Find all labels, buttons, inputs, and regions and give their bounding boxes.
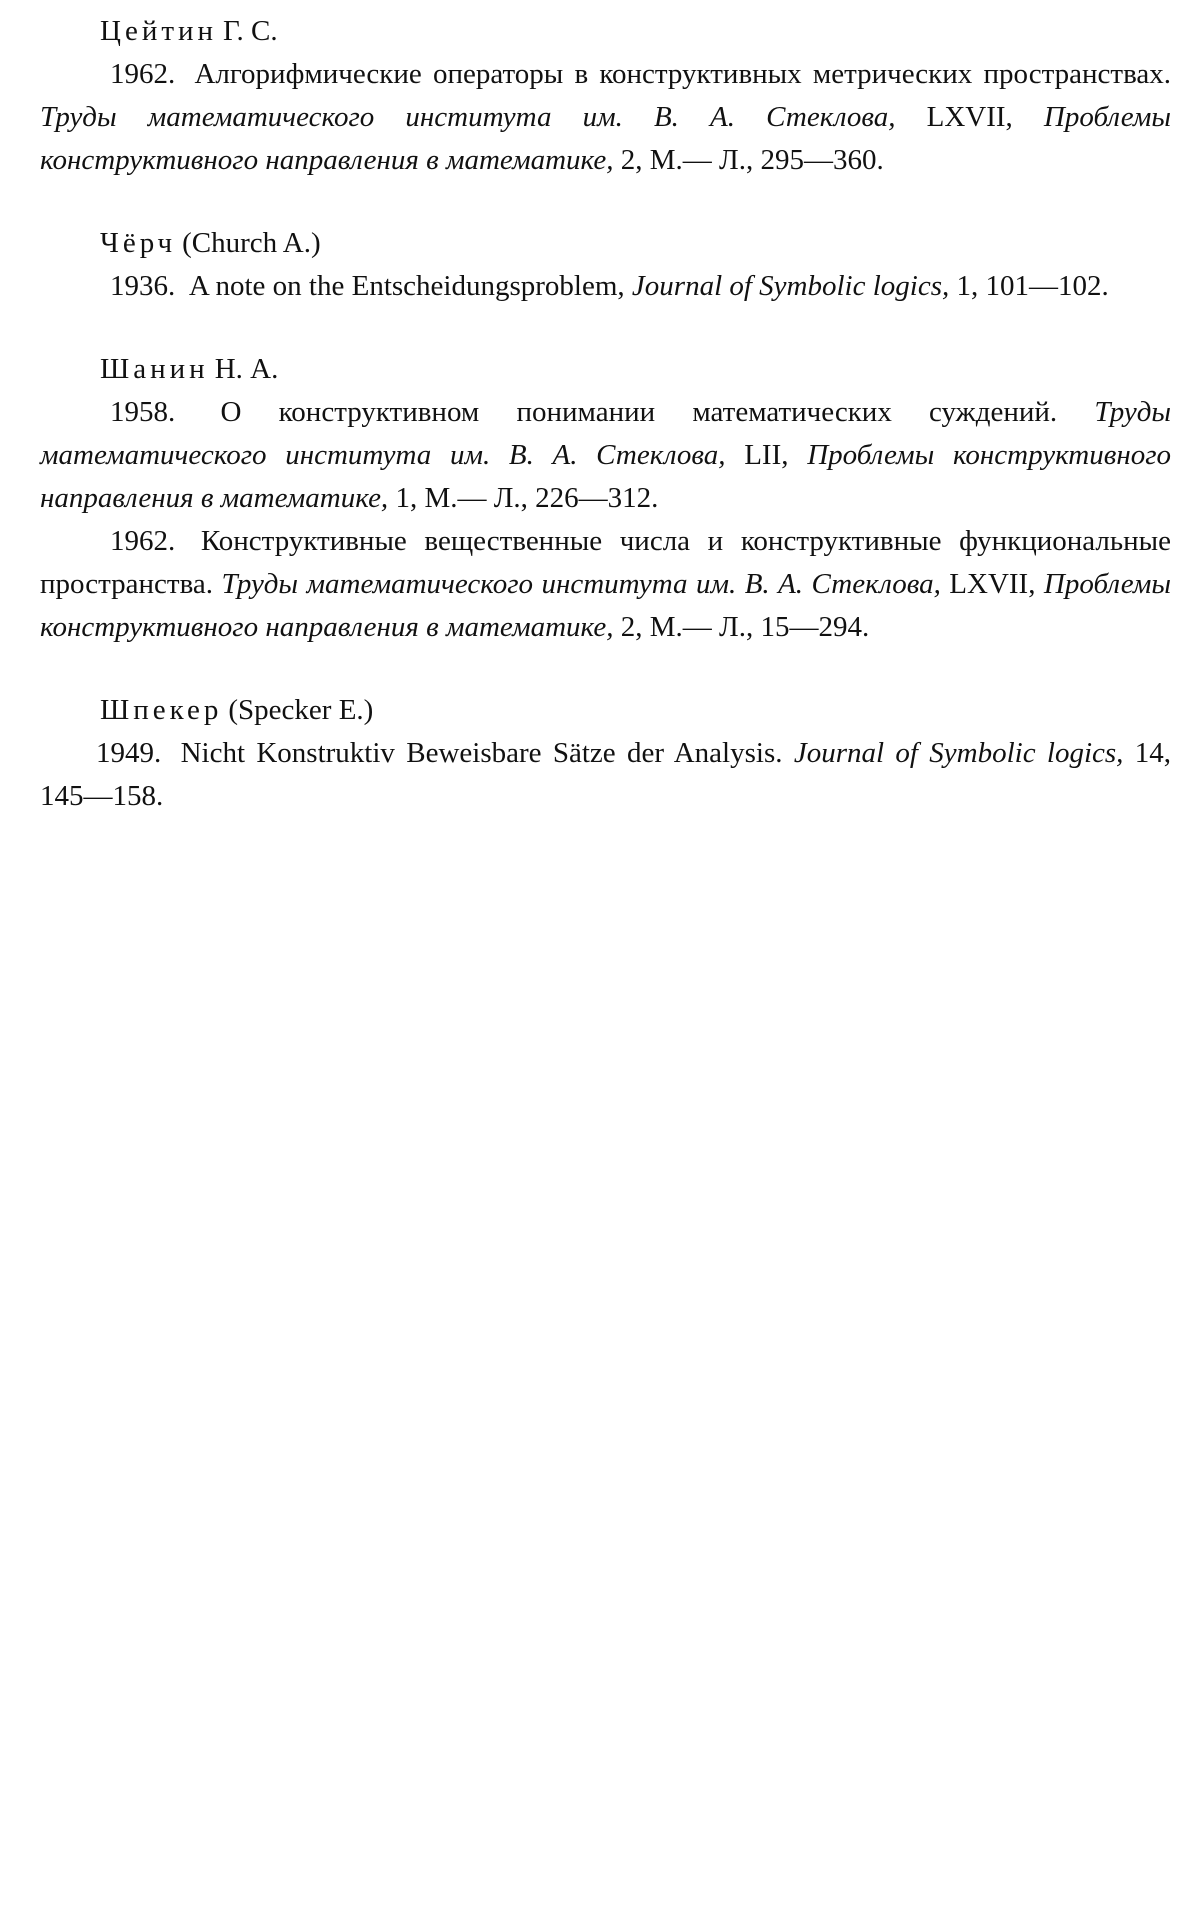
reference-entry <box>40 520 1171 649</box>
entry-series: Проблемы конструктивного направления в математике, <box>40 439 1172 514</box>
spacer <box>40 308 1171 348</box>
author-initials: (Specker E.) <box>228 694 374 726</box>
entry-tail: 1, 101—102. <box>956 270 1109 302</box>
entry-title: Конструктивные вещественные числа и конструктивные функциональные пространства. <box>40 525 1172 600</box>
entry-volume: LXVII, <box>926 101 1013 133</box>
entry-journal: Труды математического института им. В. А. Стеклова, <box>40 396 1172 471</box>
reference-entry <box>40 53 1171 182</box>
spacer <box>40 182 1171 222</box>
author-heading <box>40 10 1171 53</box>
entry-tail: 14, 145—158. <box>40 737 1172 812</box>
entry-title: A note on the Entscheidungsproblem, <box>188 270 625 302</box>
entry-journal: Journal of Symbolic logics, <box>631 270 950 302</box>
entry-year: 1962. <box>110 525 176 557</box>
reference-block <box>40 689 1171 818</box>
reference-block <box>40 10 1171 182</box>
author-surname: Шанин <box>100 353 209 385</box>
entry-series: Проблемы конструктивного направления в математике, <box>40 568 1171 643</box>
entry-year: 1958. <box>110 396 176 428</box>
author-surname: Чёрч <box>100 227 177 259</box>
entry-year: 1949. <box>96 737 162 769</box>
entry-series: Проблемы конструктивного направления в математике, <box>40 101 1172 176</box>
reference-block <box>40 222 1171 308</box>
entry-journal: Труды математического института им. В. А. Стеклова, <box>221 568 941 600</box>
entry-journal: Journal of Symbolic logics, <box>793 737 1124 769</box>
entry-journal: Труды математического института им. В. А. Стеклова, <box>40 101 896 133</box>
entry-volume: LII, <box>744 439 789 471</box>
entry-title: Nicht Konstruktiv Beweisbare Sätze der Analysis. <box>180 737 783 769</box>
author-heading <box>40 348 1171 391</box>
author-initials: (Church A.) <box>182 227 321 259</box>
entry-volume: LXVII, <box>949 568 1036 600</box>
author-heading <box>40 222 1171 265</box>
entry-tail: 2, М.— Л., 15—294. <box>620 611 870 643</box>
spacer <box>40 649 1171 689</box>
reference-entry <box>40 391 1171 520</box>
entry-title: Алгорифмические операторы в конструктивных метрических пространствах. <box>194 58 1172 90</box>
author-surname: Шпекер <box>100 694 223 726</box>
entry-year: 1936. <box>110 270 176 302</box>
entry-tail: 1, М.— Л., 226—312. <box>395 482 659 514</box>
reference-entry <box>40 265 1171 308</box>
entry-title: О конструктивном понимании математических суждений. <box>220 396 1058 428</box>
reference-block <box>40 348 1171 649</box>
entry-year: 1962. <box>110 58 176 90</box>
bibliography-page <box>40 10 1171 818</box>
author-initials: Г. С. <box>223 15 278 47</box>
author-heading <box>40 689 1171 732</box>
reference-entry <box>40 732 1171 818</box>
author-surname: Цейтин <box>100 15 218 47</box>
entry-tail: 2, М.— Л., 295—360. <box>620 144 884 176</box>
author-initials: Н. А. <box>214 353 279 385</box>
